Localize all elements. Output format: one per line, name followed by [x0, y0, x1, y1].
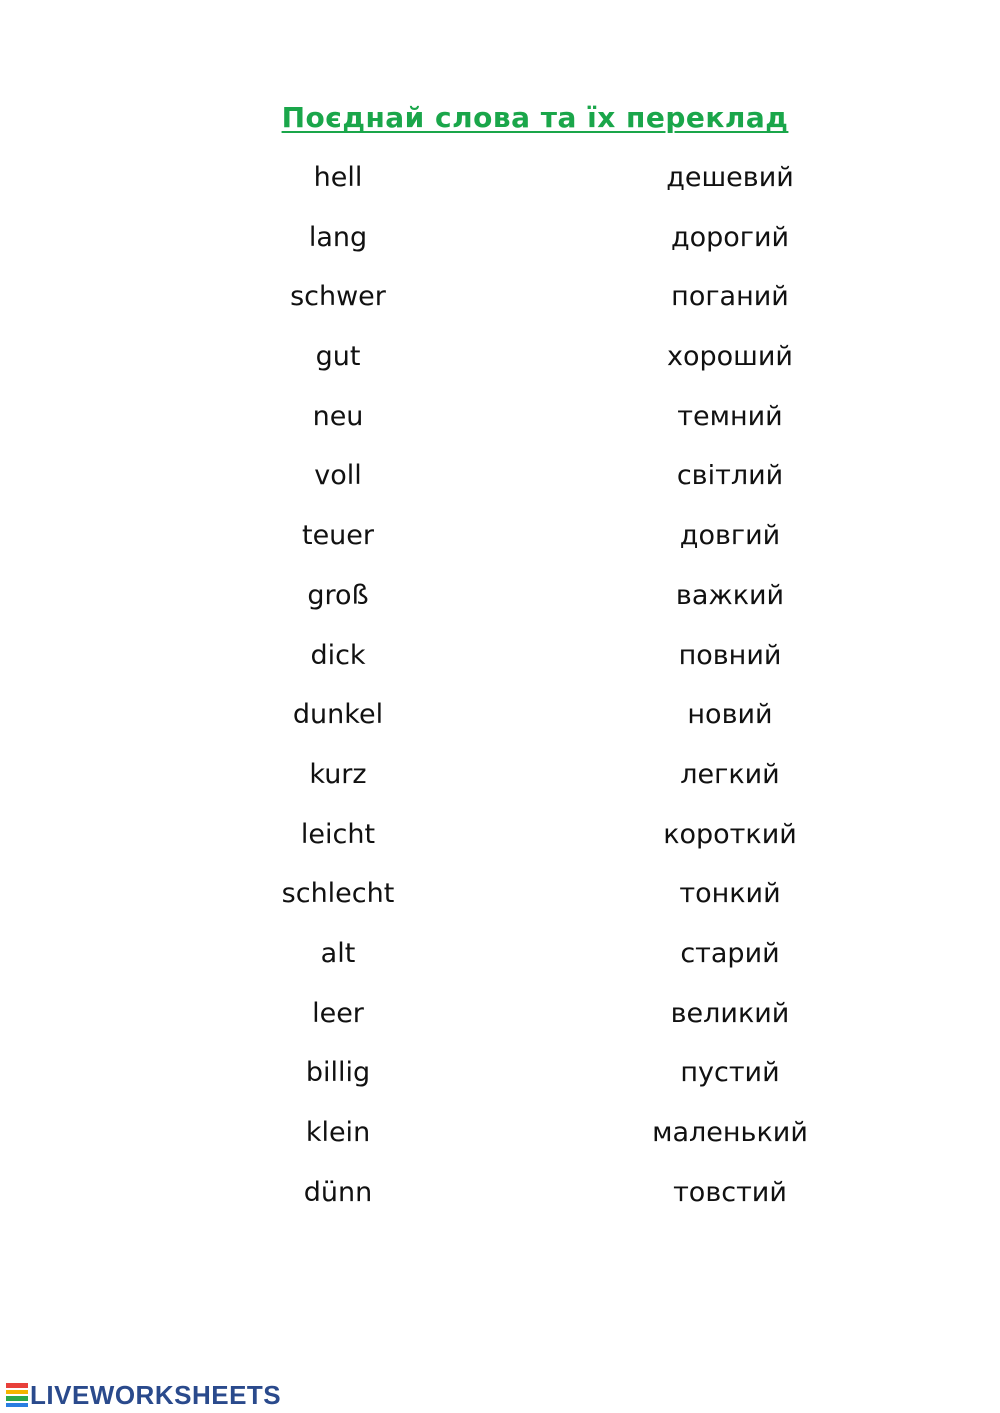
german-word: leicht [300, 818, 376, 850]
ukrainian-word: товстий [673, 1176, 787, 1208]
ukrainian-word: маленький [652, 1117, 808, 1148]
ukrainian-word: важкий [675, 579, 785, 611]
german-word: hell [313, 162, 363, 193]
ukrainian-word: пустий [680, 1057, 780, 1089]
german-word: dünn [303, 1176, 373, 1208]
german-word: groß [307, 579, 369, 611]
ukrainian-word: темний [677, 400, 783, 432]
page-title: Поєднай слова та їх переклад [281, 101, 789, 134]
german-word: dick [310, 639, 366, 671]
ukrainian-word: довгий [679, 520, 781, 552]
german-word: leer [312, 997, 364, 1029]
liveworksheets-logo-icon [6, 1382, 28, 1408]
ukrainian-word: поганий [671, 281, 789, 313]
german-word: schlecht [281, 878, 395, 910]
german-word: neu [312, 400, 364, 432]
logo-stripe [6, 1390, 28, 1395]
ukrainian-word: старий [680, 937, 780, 969]
german-word: lang [308, 221, 368, 253]
ukrainian-word: легкий [680, 758, 780, 790]
ukrainian-word: дешевий [666, 162, 794, 193]
german-word: teuer [301, 520, 375, 552]
german-words-column [238, 158, 438, 1232]
german-word: kurz [309, 758, 367, 790]
ukrainian-word: світлий [676, 460, 784, 492]
german-word: schwer [290, 281, 386, 313]
ukrainian-word: повний [678, 639, 782, 671]
ukrainian-word: тонкий [679, 878, 781, 910]
ukrainian-word: новий [687, 699, 773, 731]
german-word: klein [305, 1117, 371, 1148]
ukrainian-word: великий [670, 997, 790, 1029]
german-word: billig [305, 1057, 371, 1089]
german-word: alt [320, 937, 356, 969]
logo-stripe [6, 1396, 28, 1401]
liveworksheets-logo [6, 1380, 281, 1410]
ukrainian-words-column [630, 158, 830, 1232]
german-word: voll [314, 460, 362, 492]
logo-stripe [6, 1383, 28, 1388]
logo-text: LIVEWORKSHEETS [30, 1379, 282, 1410]
logo-stripe [6, 1403, 28, 1408]
ukrainian-word: хороший [667, 341, 793, 373]
ukrainian-word: дорогий [670, 221, 790, 253]
german-word: dunkel [292, 699, 384, 731]
ukrainian-word: короткий [663, 818, 797, 850]
german-word: gut [315, 341, 361, 373]
